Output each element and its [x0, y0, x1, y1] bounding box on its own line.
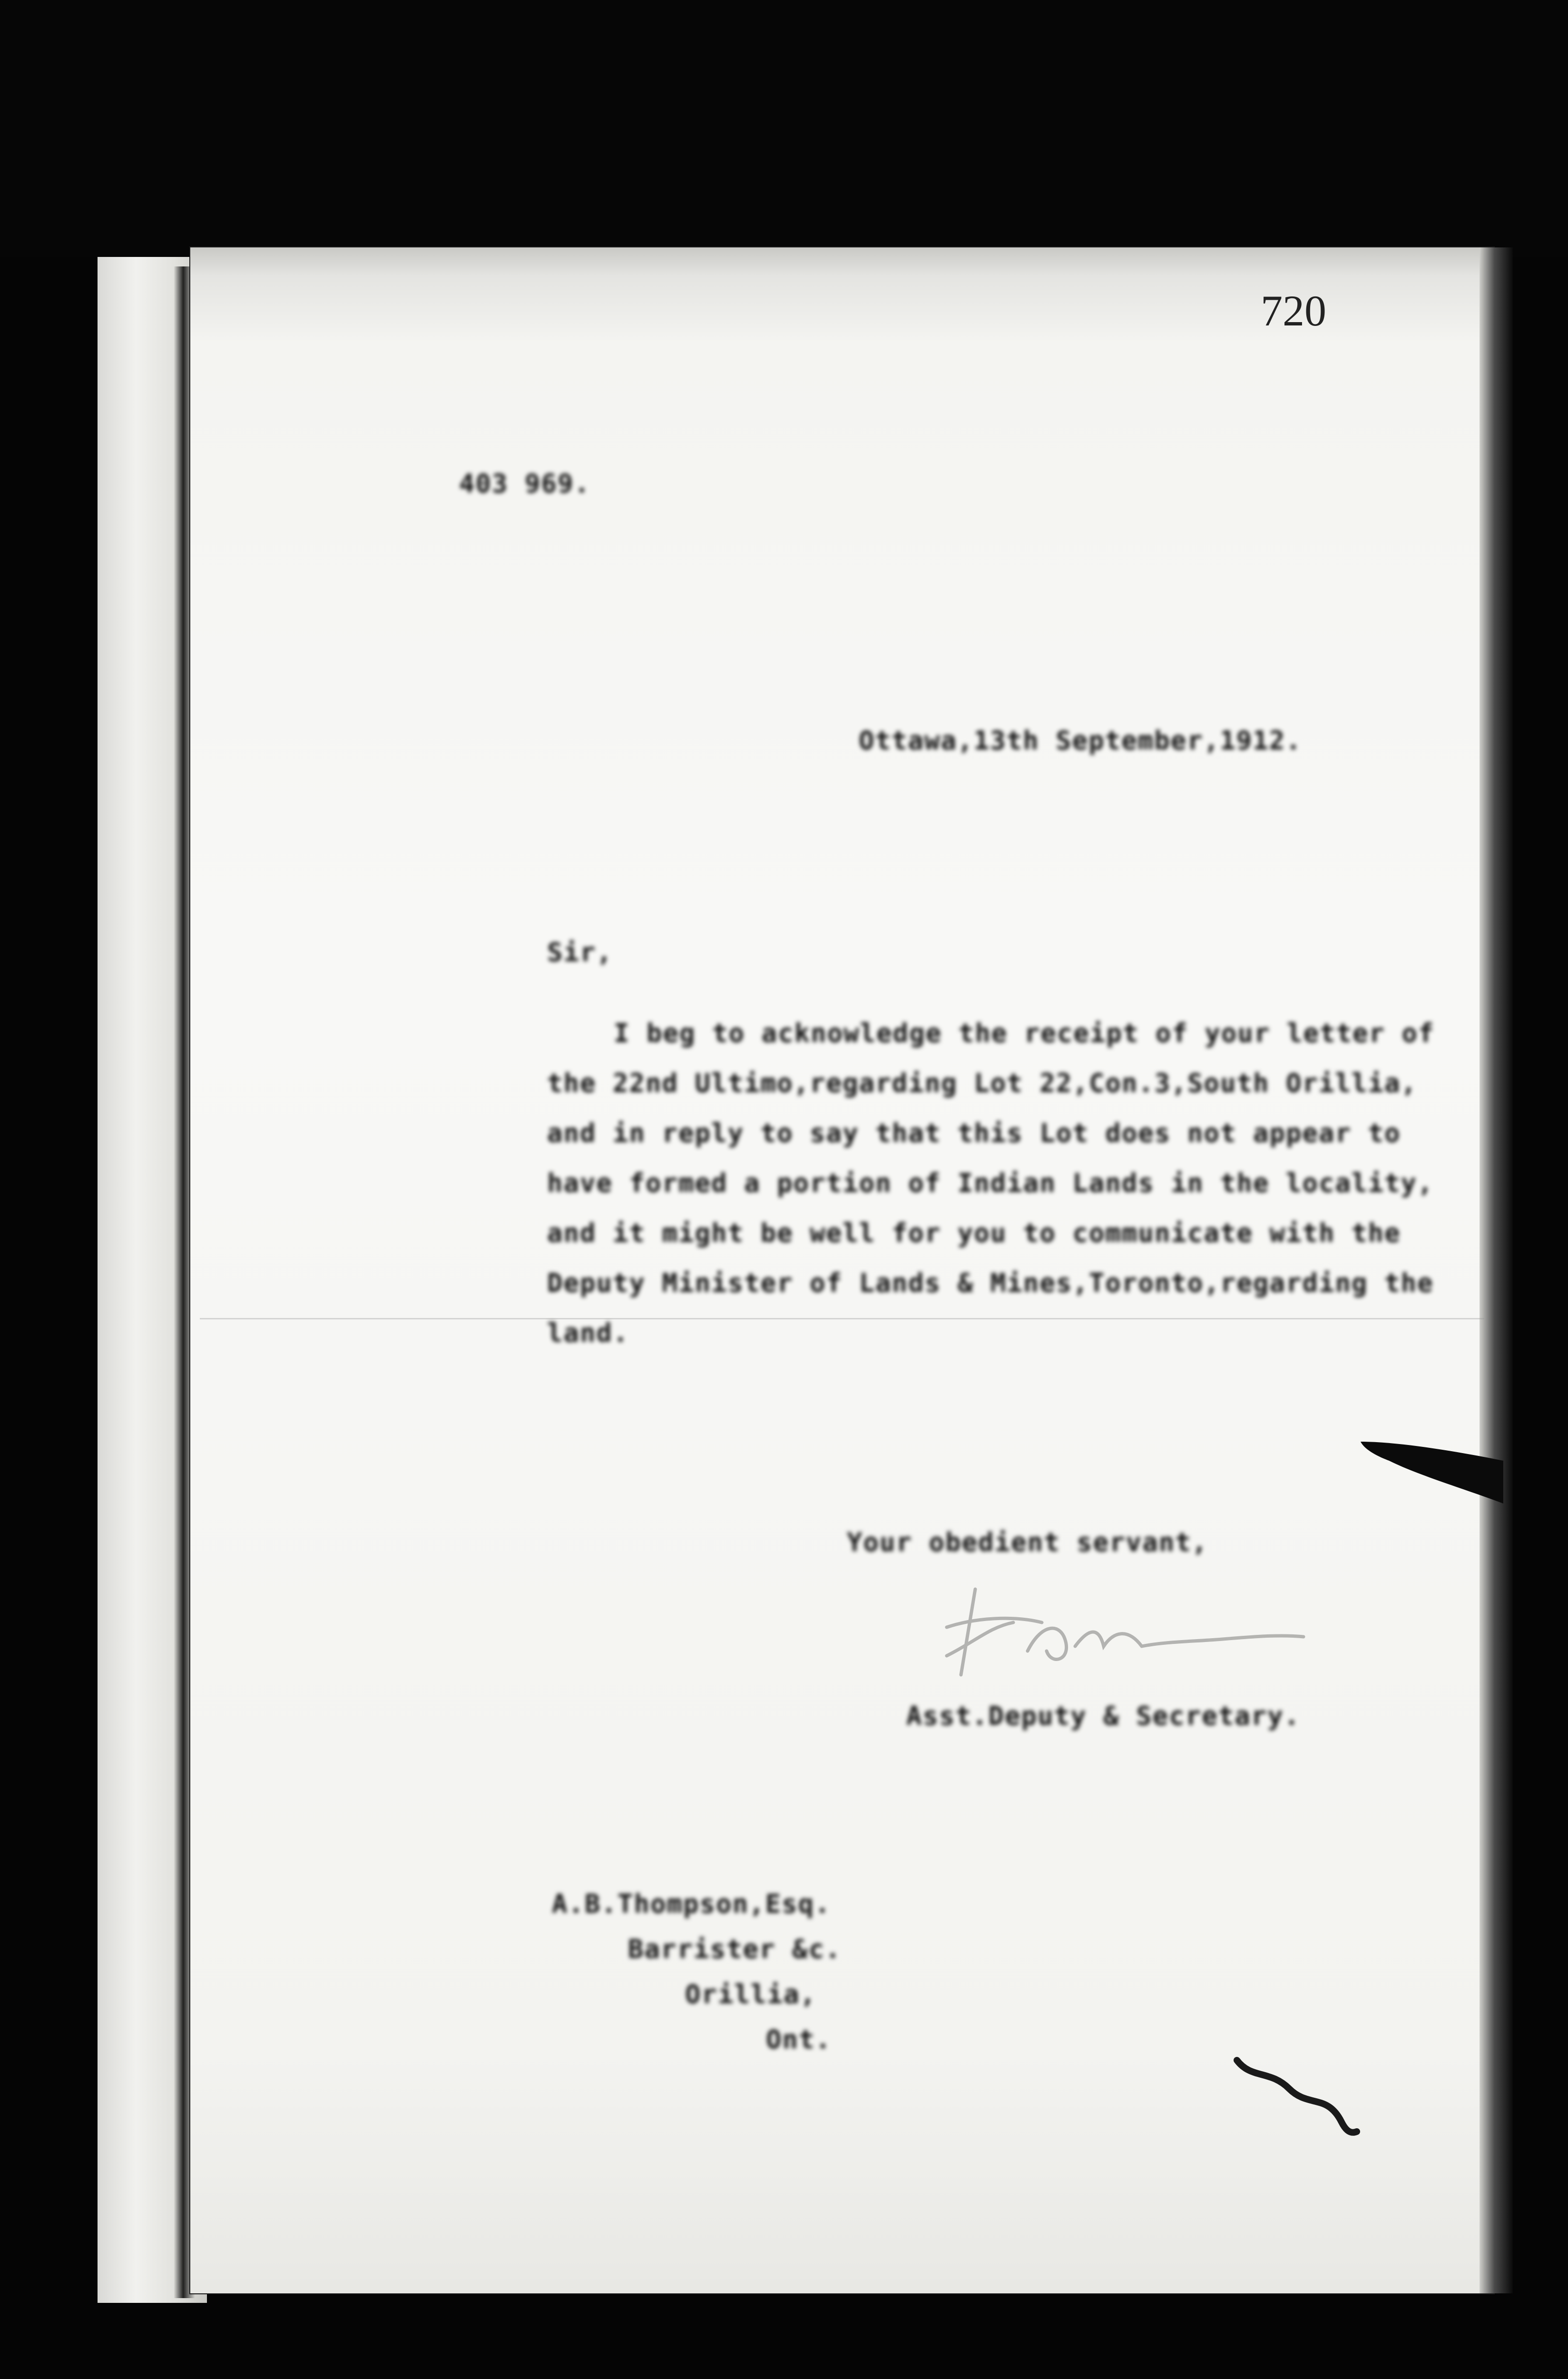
addressee-line: Barrister &c. — [628, 1934, 842, 1964]
file-number: 403 969. — [459, 469, 591, 499]
addressee-line: Ont. — [766, 2025, 832, 2055]
closing-line: Your obedient servant, — [847, 1527, 1208, 1557]
letter-body-line: I beg to acknowledge the receipt of your letter of — [614, 1018, 1435, 1048]
letter-body-line: and in reply to say that this Lot does not appear to — [547, 1118, 1401, 1148]
letter-body-line: the 22nd Ultimo,regarding Lot 22,Con.3,South Orillia, — [547, 1068, 1418, 1098]
pen-tip-shadow — [1361, 1432, 1503, 1504]
film-border — [0, 0, 1568, 257]
letter-body-line: Deputy Minister of Lands & Mines,Toronto,regarding the — [547, 1268, 1434, 1298]
page-fold-line — [200, 1318, 1484, 1319]
salutation: Sir, — [547, 937, 613, 967]
ink-squiggle — [1232, 2051, 1365, 2146]
page-number: 720 — [1261, 286, 1326, 335]
letter-body-line: land. — [547, 1318, 629, 1348]
addressee-line: Orillia, — [685, 1979, 817, 2009]
letter-body-line: and it might be well for you to communicate with the — [547, 1218, 1401, 1248]
letter-body-line: have formed a portion of Indian Lands in the locality, — [547, 1168, 1434, 1198]
addressee-line: A.B.Thompson,Esq. — [552, 1889, 831, 1919]
date-line: Ottawa,13th September,1912. — [859, 726, 1302, 756]
handwritten-signature — [918, 1570, 1308, 1694]
page-edge — [1480, 247, 1513, 2293]
signature-title: Asst.Deputy & Secretary. — [906, 1701, 1301, 1731]
